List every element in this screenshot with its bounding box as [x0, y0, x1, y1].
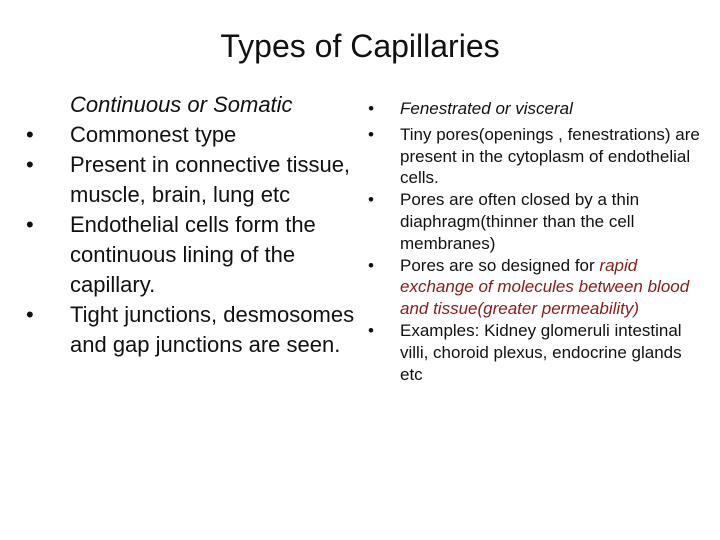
emphasized-text: rapid exchange of molecules between blood and tissue(greater permeability) — [400, 255, 690, 319]
continuous-bullet: • Commonest type — [24, 120, 379, 150]
continuous-bullet: • Endothelial cells form the continuous lining of the capillary. — [24, 210, 379, 300]
continuous-bullet: • Present in connective tissue, muscle, brain, lung etc — [24, 150, 379, 210]
continuous-bullet: • Tight junctions, desmosomes and gap junctions are seen. — [24, 300, 379, 360]
bullet-text: Pores are so designed for — [400, 255, 595, 275]
slide-title: Types of Capillaries — [220, 28, 500, 64]
fenestrated-bullet-list — [360, 98, 705, 385]
continuous-heading: Continuous or Somatic — [70, 92, 293, 117]
fenestrated-heading: • Fenestrated or visceral — [360, 98, 705, 120]
fenestrated-bullet: • Pores are often closed by a thin diaphragm(thinner than the cell membranes) — [360, 189, 705, 254]
continuous-bullet-list — [24, 120, 379, 360]
fenestrated-bullet — [360, 255, 705, 320]
fenestrated-bullet: • Tiny pores(openings , fenestrations) are present in the cytoplasm of endothelial cells. — [360, 124, 705, 189]
fenestrated-bullet: • Examples: Kidney glomeruli intestinal villi, choroid plexus, endocrine glands etc — [360, 320, 705, 385]
